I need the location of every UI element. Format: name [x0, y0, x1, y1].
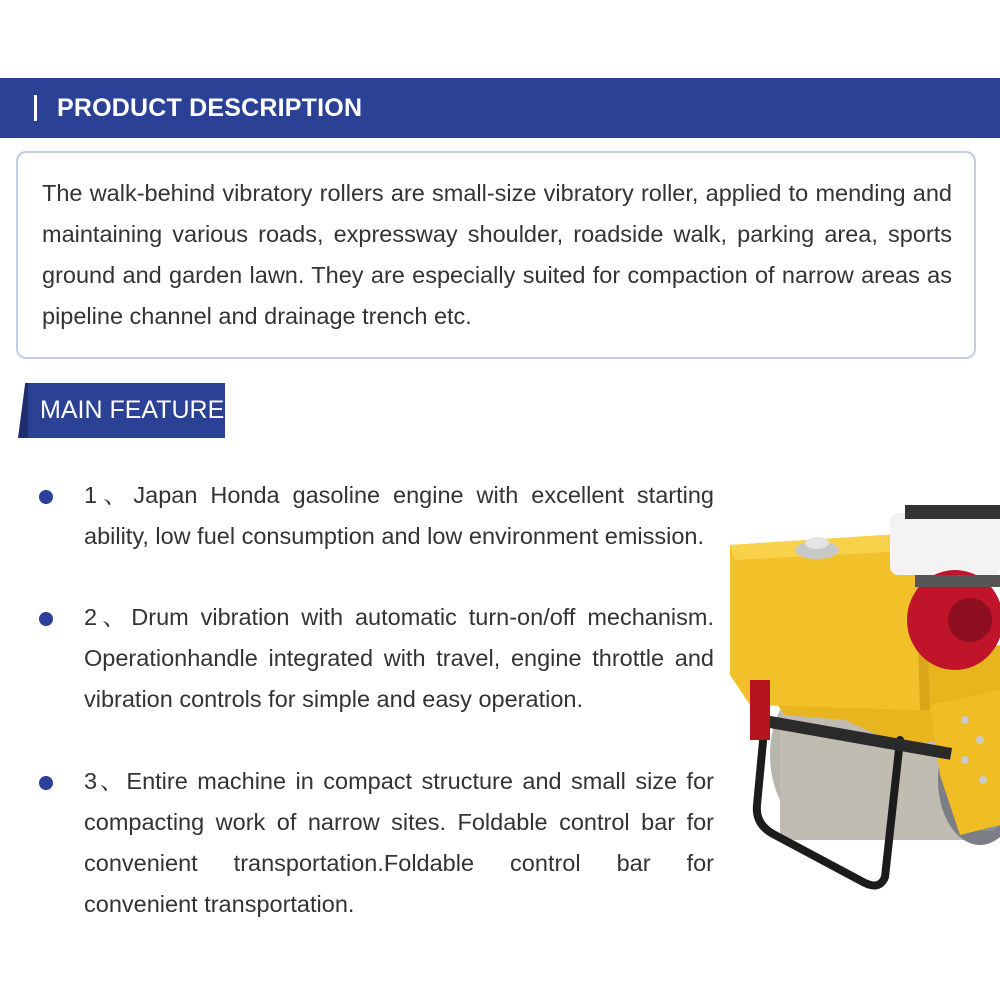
main-feature-label: MAIN FEATURE: [40, 396, 225, 424]
feature-text: 2、Drum vibration with automatic turn-on/off mechanism. Operationhandle integrated with travel, engine throttle and vibration controls for simple and easy operation.: [84, 604, 714, 712]
bullet-dot-icon: [39, 776, 53, 790]
bullet-dot-icon: [39, 612, 53, 626]
feature-text: 1、Japan Honda gasoline engine with excellent starting ability, low fuel consumption and low environment emission.: [84, 482, 714, 549]
main-feature-tag: [18, 383, 225, 438]
bullet-dot-icon: [39, 490, 53, 504]
description-text: The walk-behind vibratory rollers are small-size vibratory roller, applied to mending and maintaining various roads, expressway shoulder, roadside walk, parking area, sports ground and garden lawn. They are especially suited for compaction of narrow areas as pipeline channel and drainage trench etc.: [42, 180, 952, 329]
roller-illustration-icon: [725, 505, 1000, 890]
section-title: PRODUCT DESCRIPTION: [57, 94, 363, 122]
product-image-roller: [725, 505, 1000, 890]
header-accent-bar: [34, 95, 37, 121]
feature-text: 3、Entire machine in compact structure and small size for compacting work of narrow sites. Foldable control bar for convenient transportation.Foldable control bar for convenient transportation.: [84, 768, 714, 917]
product-description-header: [0, 78, 1000, 138]
